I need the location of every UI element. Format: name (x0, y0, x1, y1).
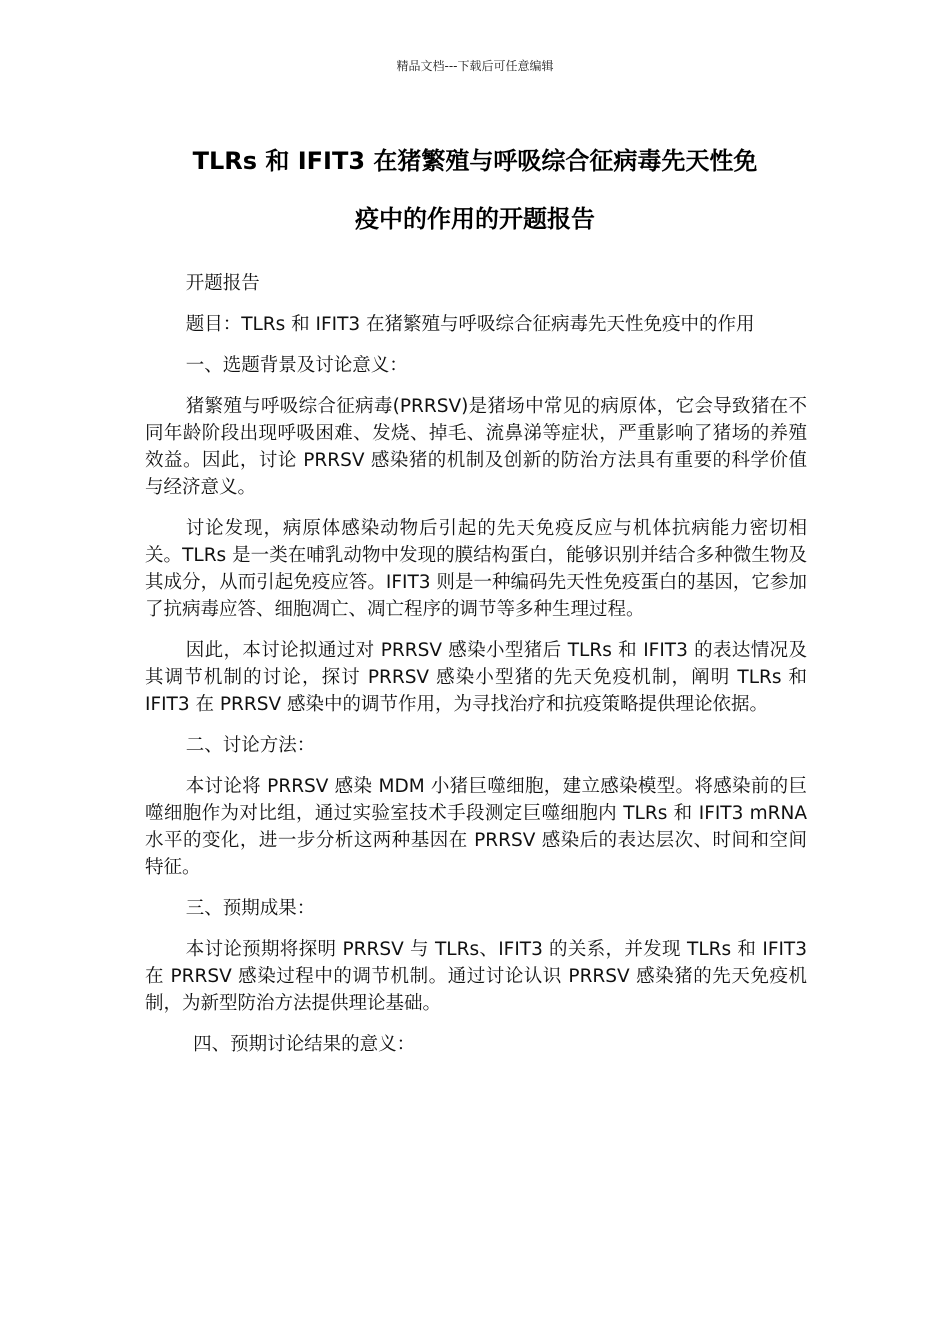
title-line-2: 疫中的作用的开题报告 (355, 205, 595, 233)
section-2-paragraph-1: 本讨论将 PRRSV 感染 MDM 小猪巨噬细胞，建立感染模型。将感染前的巨噬细胞作为对比组，通过实验室技术手段测定巨噬细胞内 TLRs 和 IFIT3 mRNA 水平的变化，进一步分析这两种基因在 PRRSV 感染后的表达层次、时间和空间特征。 (145, 776, 807, 878)
section-1-paragraph-1: 猪繁殖与呼吸综合征病毒(PRRSV)是猪场中常见的病原体，它会导致猪在不同年龄阶段出现呼吸困难、发烧、掉毛、流鼻涕等症状，严重影响了猪场的养殖效益。因此，讨论 PRRSV 感染猪的机制及创新的防治方法具有重要的科学价值与经济意义。 (145, 396, 807, 498)
section-4-heading: 四、预期讨论结果的意义： (193, 1034, 416, 1055)
section-2-heading: 二、讨论方法： (185, 735, 316, 756)
section-1-paragraph-2: 讨论发现，病原体感染动物后引起的先天免疫反应与机体抗病能力密切相关。TLRs 是一类在哺乳动物中发现的膜结构蛋白，能够识别并结合多种微生物及其成分，从而引起免疫应答。IFIT3 则是一种编码先天性免疫蛋白的基因，它参加了抗病毒应答、细胞凋亡、凋亡程序的调节等多种生理过程。 (145, 518, 807, 620)
header-note: 精品文档---下载后可任意编辑 (396, 59, 554, 73)
section-3-heading: 三、预期成果： (185, 898, 316, 919)
section-1-heading: 一、选题背景及讨论意义： (185, 355, 408, 376)
document-body (145, 270, 807, 1072)
topic-paragraph: 题目：TLRs 和 IFIT3 在猪繁殖与呼吸综合征病毒先天性免疫中的作用 (185, 314, 755, 335)
section-3-paragraph-1: 本讨论预期将探明 PRRSV 与 TLRs、IFIT3 的关系，并发现 TLRs 和 IFIT3 在 PRRSV 感染过程中的调节机制。通过讨论认识 PRRSV 感染猪的先天免疫机制，为新型防治方法提供理论基础。 (145, 939, 807, 1014)
document-title (150, 132, 800, 248)
section-1-paragraph-3: 因此，本讨论拟通过对 PRRSV 感染小型猪后 TLRs 和 IFIT3 的表达情况及其调节机制的讨论，探讨 PRRSV 感染小型猪的先天免疫机制，阐明 TLRs 和 IFIT3 在 PRRSV 感染中的调节作用，为寻找治疗和抗疫策略提供理论依据。 (145, 640, 807, 715)
report-label: 开题报告 (185, 273, 260, 294)
title-line-1: TLRs 和 IFIT3 在猪繁殖与呼吸综合征病毒先天性免 (192, 147, 758, 175)
